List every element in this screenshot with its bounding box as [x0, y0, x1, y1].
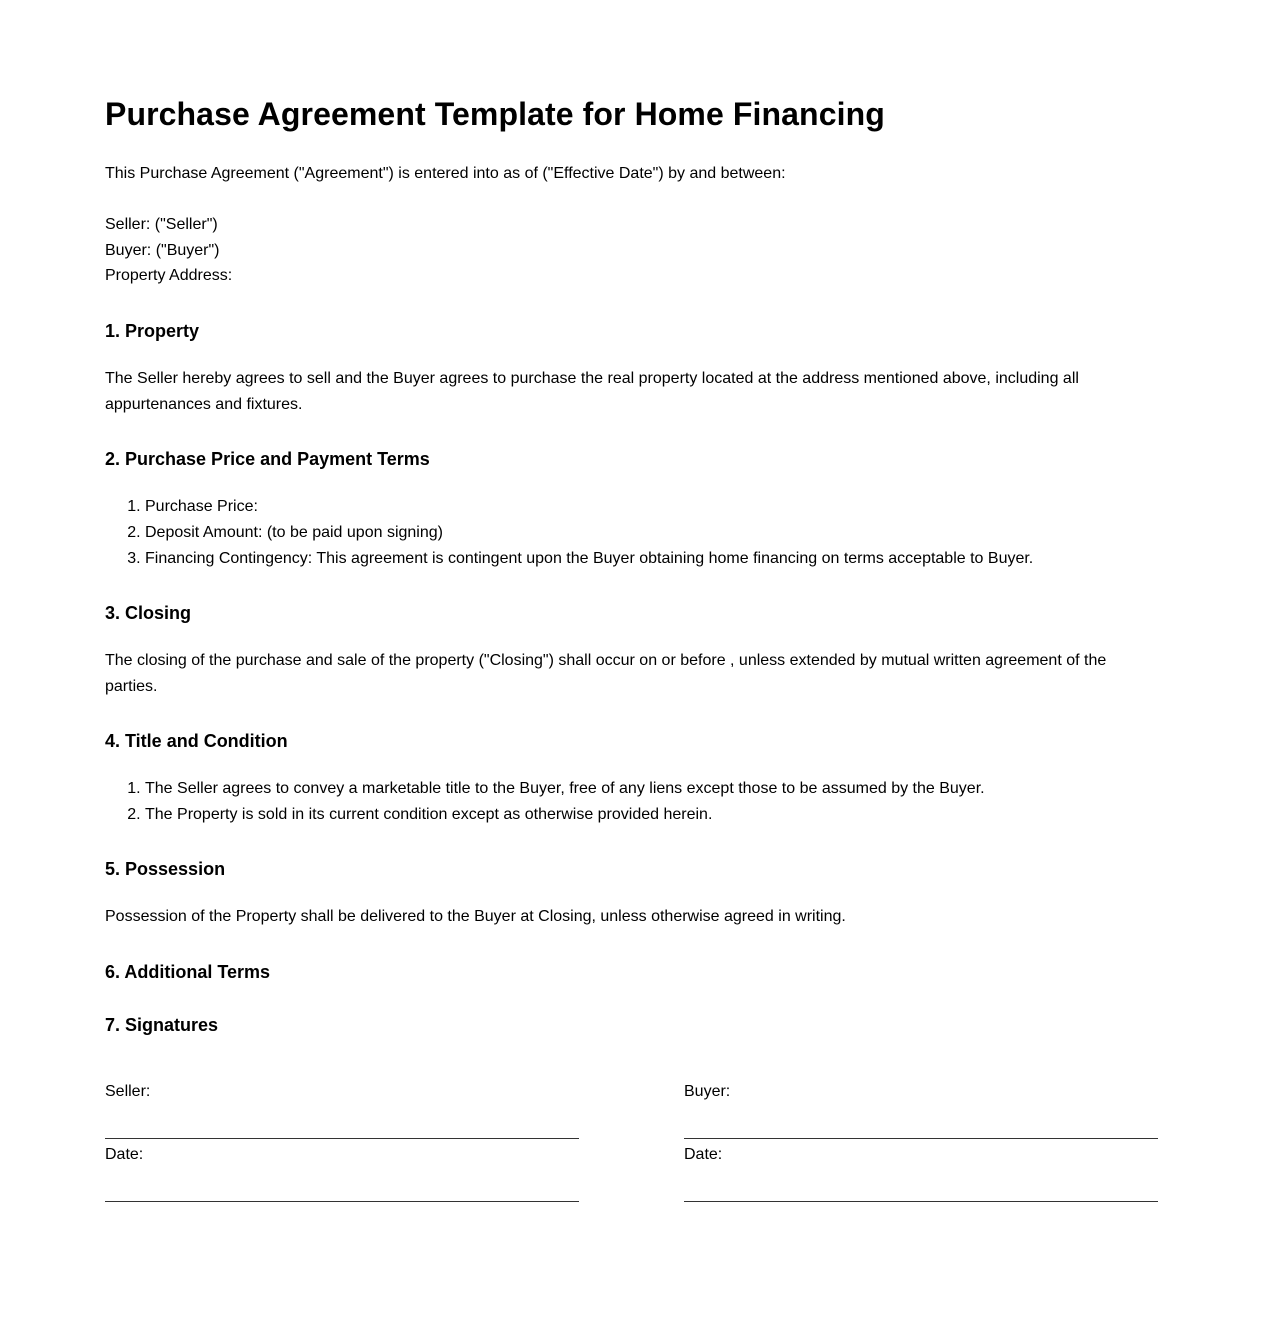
section-heading-signatures: 7. Signatures [105, 1015, 219, 1035]
document-title: Purchase Agreement Template for Home Financing [105, 96, 885, 132]
list-item-marketable-title: 1. The Seller agrees to convey a marketable title to the Buyer, free of any liens except those to be assumed by the Buyer. [145, 776, 985, 802]
purchase-terms-list [105, 494, 1033, 572]
section-heading-property: 1. Property [105, 321, 200, 341]
list-item-purchase-price: 1. Purchase Price: [145, 494, 1033, 520]
title-condition-list [105, 776, 985, 828]
intro-paragraph: This Purchase Agreement ("Agreement") is entered into as of ("Effective Date") by and between: [105, 165, 786, 182]
section-body-closing: The closing of the purchase and sale of the property ("Closing") shall occur on or before , unless extended by mutual written agreement of the parties. [105, 652, 1107, 695]
seller-signature-label: Seller: [105, 1083, 151, 1100]
section-body-property: The Seller hereby agrees to sell and the Buyer agrees to purchase the real property located at the address mentioned above, including all appurtenances and fixtures. [105, 370, 1079, 413]
list-item-financing-contingency: 3. Financing Contingency: This agreement is contingent upon the Buyer obtaining home financing on terms acceptable to Buyer. [145, 546, 1033, 572]
seller-date-label: Date: [105, 1146, 144, 1163]
property-address: Property Address: [105, 267, 233, 284]
buyer-party: Buyer: ("Buyer") [105, 242, 220, 259]
buyer-signature-label: Buyer: [684, 1083, 731, 1100]
section-heading-closing: 3. Closing [105, 603, 192, 623]
seller-signature-line[interactable] [105, 1138, 579, 1139]
section-body-possession: Possession of the Property shall be delivered to the Buyer at Closing, unless otherwise agreed in writing. [105, 908, 846, 925]
seller-party: Seller: ("Seller") [105, 216, 218, 233]
buyer-signature-line[interactable] [684, 1138, 1158, 1139]
buyer-date-line[interactable] [684, 1201, 1158, 1202]
buyer-date-label: Date: [684, 1146, 723, 1163]
list-item-deposit-amount: 2. Deposit Amount: (to be paid upon signing) [145, 520, 1033, 546]
seller-date-line[interactable] [105, 1201, 579, 1202]
section-heading-additional-terms: 6. Additional Terms [105, 962, 271, 982]
section-heading-title-condition: 4. Title and Condition [105, 731, 288, 751]
section-heading-possession: 5. Possession [105, 859, 226, 879]
list-item-current-condition: 2. The Property is sold in its current condition except as otherwise provided herein. [145, 802, 985, 828]
section-heading-purchase-price: 2. Purchase Price and Payment Terms [105, 449, 430, 469]
